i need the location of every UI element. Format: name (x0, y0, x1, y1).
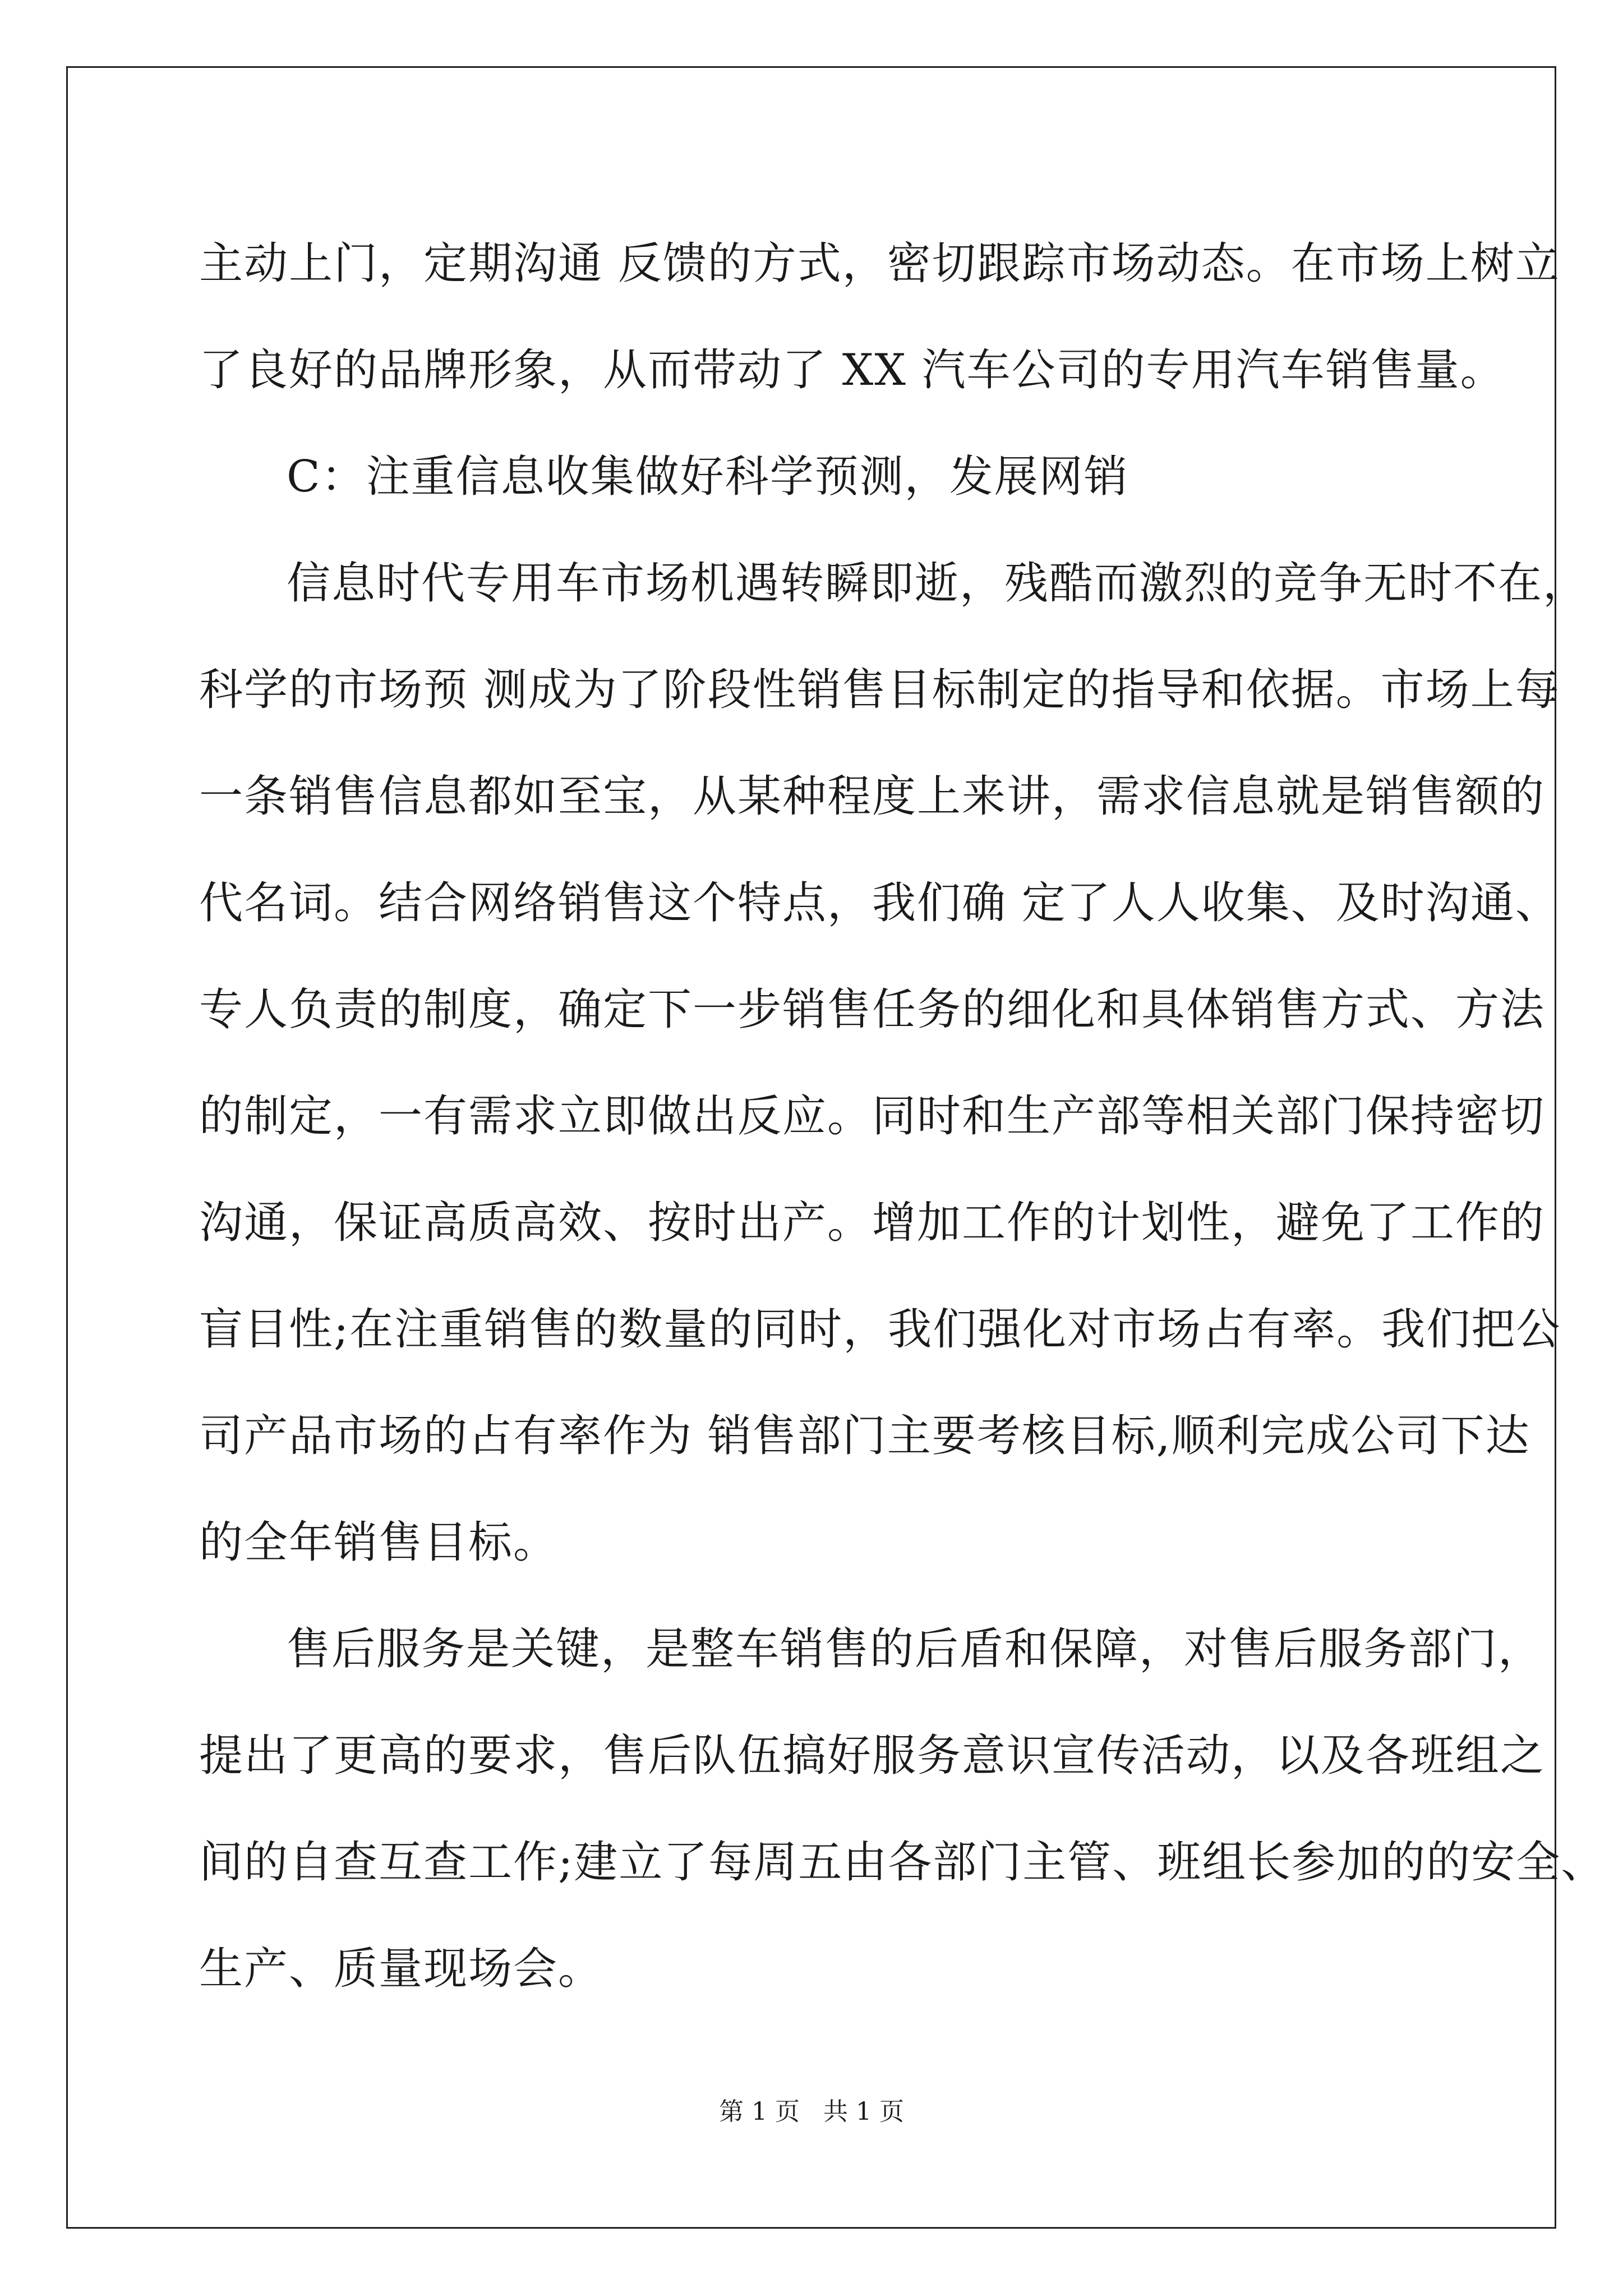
text-line: 了良好的品牌形象，从而带动了 XX 汽车公司的专用汽车销售量。 (199, 345, 1505, 395)
text-line: 生产、质量现场会。 (199, 1944, 603, 1994)
text-line: 司产品市场的占有率作为 销售部门主要考核目标,顺利完成公司下达 (199, 1411, 1530, 1461)
text-line: 沟通，保证高质高效、按时出产。增加工作的计划性，避免了工作的 (199, 1198, 1546, 1248)
text-line: 间的自查互查工作;建立了每周五由各部门主管、班组长参加的的安全、 (199, 1837, 1606, 1888)
text-line: 售后服务是关键，是整车销售的后盾和保障，对售后服务部门， (287, 1624, 1543, 1674)
text-line: 代名词。结合网络销售这个特点，我们确 定了人人收集、及时沟通、 (199, 878, 1560, 928)
text-line: 的全年销售目标。 (199, 1517, 559, 1568)
text-line: 信息时代专用车市场机遇转瞬即逝，残酷而激烈的竞争无时不在， (287, 558, 1588, 609)
document-body (199, 210, 1606, 2022)
text-line: 专人负责的制度，确定下一步销售任务的细化和具体销售方式、方法 (199, 984, 1546, 1035)
page-number-footer: 第 1 页 共 1 页 (719, 2097, 904, 2126)
text-line: 盲目性;在注重销售的数量的同时，我们强化对市场占有率。我们把公 (199, 1304, 1561, 1355)
text-line: 的制定，一有需求立即做出反应。同时和生产部等相关部门保持密切 (199, 1091, 1546, 1142)
section-heading: C：注重信息收集做好科学预测，发展网销 (287, 452, 1129, 502)
text-line: 主动上门，定期沟通 反馈的方式，密切跟踪市场动态。在市场上树立 (199, 238, 1560, 289)
text-line: 科学的市场预 测成为了阶段性销售目标制定的指导和依据。市场上每 (199, 665, 1560, 715)
text-line: 一条销售信息都如至宝，从某种程度上来讲，需求信息就是销售额的 (199, 771, 1546, 822)
text-line: 提出了更高的要求，售后队伍搞好服务意识宣传活动，以及各班组之 (199, 1731, 1546, 1781)
